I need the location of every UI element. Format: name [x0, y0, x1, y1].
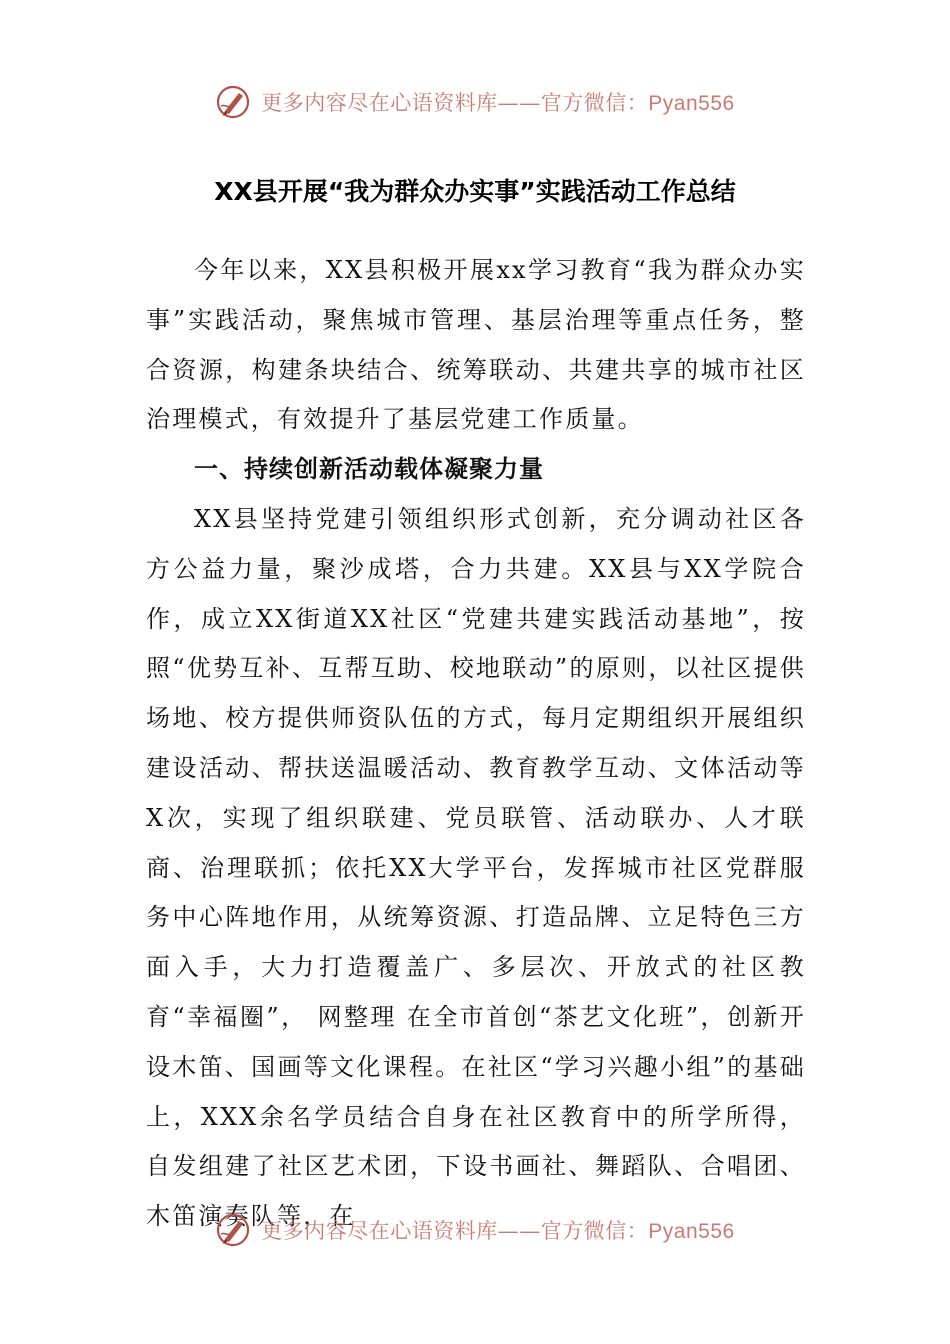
- watermark-banner-top: [0, 80, 950, 124]
- pen-logo-icon: [215, 1212, 251, 1248]
- document-body: [146, 246, 806, 1242]
- document-title: XX县开展“我为群众办实事”实践活动工作总结: [214, 177, 736, 206]
- watermark-wechat-id: Pyan556: [648, 1220, 735, 1243]
- watermark-banner-bottom: [0, 1208, 950, 1252]
- section-heading: 一、持续创新活动载体凝聚力量: [194, 455, 544, 484]
- watermark-wechat-label: 官方微信：: [540, 1219, 649, 1243]
- watermark-brand: 更多内容尽在心语资料库: [261, 91, 498, 115]
- watermark-wechat-label: 官方微信：: [540, 91, 649, 115]
- watermark-wechat-id: Pyan556: [648, 92, 735, 115]
- watermark-brand: 更多内容尽在心语资料库: [261, 1219, 498, 1243]
- watermark-text: [261, 1215, 734, 1245]
- intro-paragraph: 今年以来，XX县积极开展xx学习教育“我为群众办实事”实践活动，聚焦城市管理、基层治理等重点任务，整合资源，构建条块结合、统筹联动、共建共享的城市社区治理模式，有效提升了基层党建工作质量。: [146, 256, 806, 434]
- section-paragraph: XX县坚持党建引领组织形式创新，充分调动社区各方公益力量，聚沙成塔，合力共建。XX县与XX学院合作，成立XX街道XX社区“党建共建实践活动基地”，按照“优势互补、互帮互助、校地联动”的原则，以社区提供场地、校方提供师资队伍的方式，每月定期组织开展组织建设活动、帮扶送温暖活动、教育教学互动、文体活动等X次，实现了组织联建、党员联管、活动联办、人才联商、治理联抓；依托XX大学平台，发挥城市社区党群服务中心阵地作用，从统筹资源、打造品牌、立足特色三方面入手，大力打造覆盖广、多层次、开放式的社区教育“幸福圈”， 网整理 在全市首创“茶艺文化班”，创新开设木笛、国画等文化课程。在社区“学习兴趣小组”的基础上，XXX余名学员结合自身在社区教育中的所学所得，自发组建了社区艺术团，下设书画社、舞蹈队、合唱团、木笛演奏队等，在: [146, 504, 806, 1231]
- watermark-separator: ——: [497, 91, 541, 115]
- watermark-text: [261, 87, 734, 117]
- pen-logo-icon: [215, 84, 251, 120]
- watermark-separator: ——: [497, 1219, 541, 1243]
